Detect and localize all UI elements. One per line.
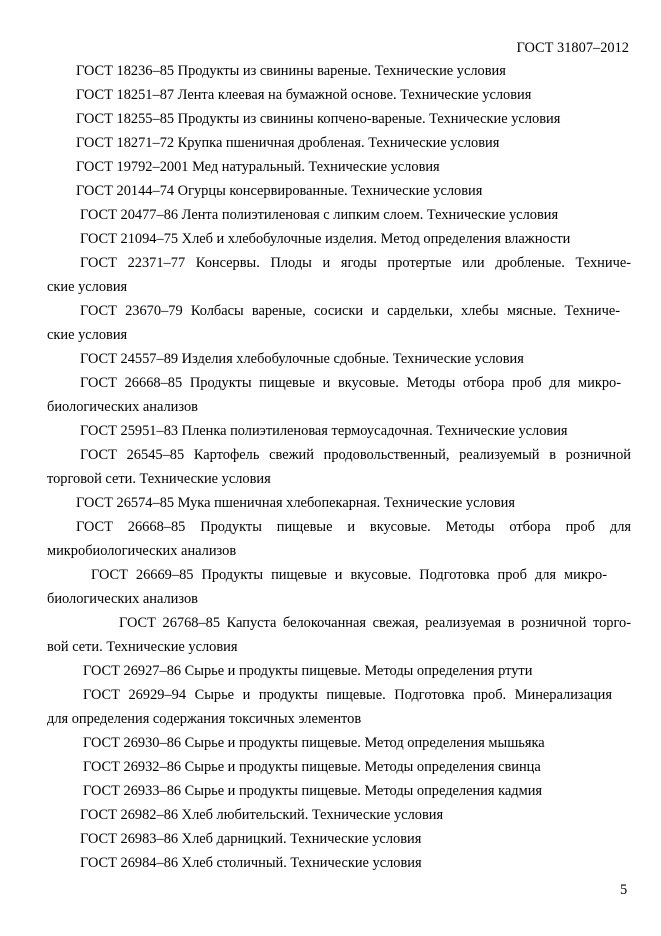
reference-entry-continuation: ские условия <box>47 327 128 343</box>
reference-entry: ГОСТ 20477–86 Лента полиэтиленовая с липким слоем. Технические условия <box>80 207 559 223</box>
reference-entry-continuation: вой сети. Технические условия <box>47 639 238 655</box>
reference-entry: ГОСТ 26983–86 Хлеб дарницкий. Технические условия <box>80 831 422 847</box>
reference-entry: ГОСТ 26545–85 Картофель свежий продовольственный, реализуемый в розничной <box>80 447 631 463</box>
reference-entry: ГОСТ 23670–79 Колбасы вареные, сосиски и сардельки, хлебы мясные. Техниче- <box>80 303 620 319</box>
reference-entry: ГОСТ 26932–86 Сырье и продукты пищевые. Методы определения свинца <box>83 759 541 775</box>
reference-entry-continuation: биологических анализов <box>47 591 198 607</box>
reference-entry: ГОСТ 18255–85 Продукты из свинины копчено-вареные. Технические условия <box>76 111 561 127</box>
reference-entry: ГОСТ 26668–85 Продукты пищевые и вкусовые. Методы отбора проб для микро- <box>80 375 621 391</box>
reference-entry: ГОСТ 26982–86 Хлеб любительский. Технические условия <box>80 807 444 823</box>
reference-entry: ГОСТ 26927–86 Сырье и продукты пищевые. Методы определения ртути <box>83 663 533 679</box>
reference-entry: ГОСТ 26984–86 Хлеб столичный. Технические условия <box>80 855 422 871</box>
reference-entry: ГОСТ 26930–86 Сырье и продукты пищевые. Метод определения мышьяка <box>83 735 545 751</box>
reference-entry-continuation: микробиологических анализов <box>47 543 237 559</box>
reference-entry: ГОСТ 26669–85 Продукты пищевые и вкусовые. Подготовка проб для микро- <box>91 567 607 583</box>
reference-entry: ГОСТ 19792–2001 Мед натуральный. Технические условия <box>76 159 440 175</box>
reference-entry: ГОСТ 21094–75 Хлеб и хлебобулочные изделия. Метод определения влажности <box>80 231 571 247</box>
reference-entry-continuation: для определения содержания токсичных элементов <box>47 711 362 727</box>
reference-entry: ГОСТ 20144–74 Огурцы консервированные. Технические условия <box>76 183 483 199</box>
reference-entry: ГОСТ 18236–85 Продукты из свинины вареные. Технические условия <box>76 63 506 79</box>
reference-entry: ГОСТ 26768–85 Капуста белокочанная свежая, реализуемая в розничной торго- <box>119 615 631 631</box>
reference-entry-continuation: торговой сети. Технические условия <box>47 471 271 487</box>
reference-entry: ГОСТ 18251–87 Лента клеевая на бумажной основе. Технические условия <box>76 87 532 103</box>
page-number: 5 <box>620 882 628 898</box>
reference-entry: ГОСТ 25951–83 Пленка полиэтиленовая термоусадочная. Технические условия <box>80 423 568 439</box>
reference-entry: ГОСТ 22371–77 Консервы. Плоды и ягоды протертые или дробленые. Техниче- <box>80 255 631 271</box>
reference-entry: ГОСТ 26668–85 Продукты пищевые и вкусовые. Методы отбора проб для <box>76 519 631 535</box>
reference-entry: ГОСТ 18271–72 Крупка пшеничная дробленая. Технические условия <box>76 135 500 151</box>
reference-entry: ГОСТ 24557–89 Изделия хлебобулочные сдобные. Технические условия <box>80 351 524 367</box>
document-header: ГОСТ 31807–2012 <box>516 40 629 56</box>
reference-entry: ГОСТ 26574–85 Мука пшеничная хлебопекарная. Технические условия <box>76 495 515 511</box>
reference-entry: ГОСТ 26929–94 Сырье и продукты пищевые. Подготовка проб. Минерализация <box>83 687 612 703</box>
reference-entry-continuation: биологических анализов <box>47 399 198 415</box>
reference-entry: ГОСТ 26933–86 Сырье и продукты пищевые. Методы определения кадмия <box>83 783 543 799</box>
reference-entry-continuation: ские условия <box>47 279 128 295</box>
